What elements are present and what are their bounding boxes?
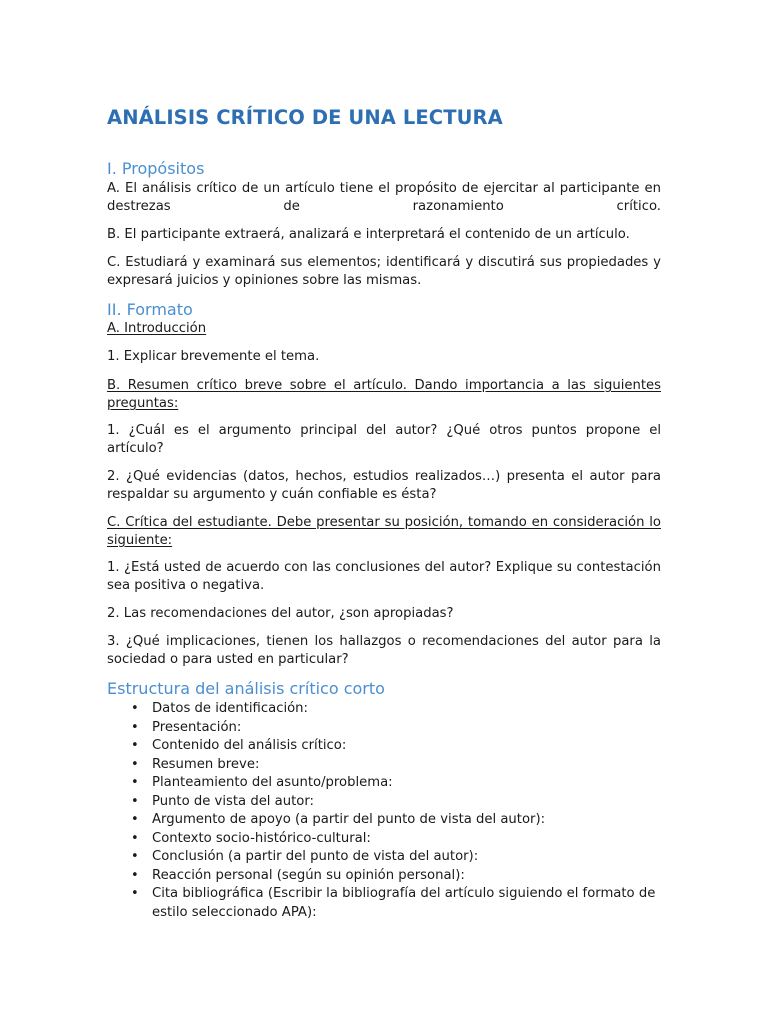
bullet-icon: • (131, 775, 139, 790)
bullet-icon: • (131, 867, 139, 883)
list-item-text: Planteamiento del asunto/problema: (152, 775, 393, 790)
list-item (107, 811, 661, 830)
list-item-text: Punto de vista del autor: (152, 793, 314, 809)
list-item-text: Conclusión (a partir del punto de vista del autor): (152, 849, 479, 864)
bullet-icon: • (131, 756, 139, 772)
paragraph-resumen-1: 1. ¿Cuál es el argumento principal del autor? ¿Qué otros puntos propone el artículo? (107, 423, 661, 456)
section-heading-estructura: Estructura del análisis crítico corto (107, 679, 385, 698)
bullet-icon: • (131, 849, 139, 864)
bullet-icon: • (131, 812, 139, 827)
subheading-critica-estudiante: C. Crítica del estudiante. Debe presentar su posición, tomando en consideración lo siguiente: (107, 515, 661, 548)
list-item-text: Argumento de apoyo (a partir del punto de vista del autor): (152, 812, 546, 827)
paragraph-introduccion-1: 1. Explicar brevemente el tema. (107, 349, 320, 364)
bullet-icon: • (131, 793, 139, 809)
section-heading-propositos: I. Propósitos (107, 159, 205, 178)
paragraph-proposito-a: A. El análisis crítico de un artículo tiene el propósito de ejercitar al participante en destrezas de razonamiento crítico. (107, 181, 661, 214)
list-item (107, 737, 661, 756)
list-item (107, 848, 661, 867)
list-item-text: Presentación: (152, 719, 242, 735)
list-item-text: Cita bibliográfica (Escribir la bibliografía del artículo siguiendo el formato de estilo seleccionado APA): (152, 886, 656, 920)
paragraph-proposito-c: C. Estudiará y examinará sus elementos; identificará y discutirá sus propiedades y expresará juicios y opiniones sobre las mismas. (107, 255, 661, 288)
list-item (107, 719, 661, 738)
paragraph-resumen-2: 2. ¿Qué evidencias (datos, hechos, estudios realizados…) presenta el autor para respaldar su argumento y cuán confiable es ésta? (107, 469, 661, 502)
paragraph-critica-3: 3. ¿Qué implicaciones, tienen los hallazgos o recomendaciones del autor para la sociedad o para usted en particular? (107, 634, 661, 667)
bullet-icon: • (131, 719, 139, 735)
bullet-icon: • (131, 738, 139, 753)
list-item (107, 867, 661, 886)
list-item-text: Reacción personal (según su opinión personal): (152, 867, 465, 883)
subheading-introduccion: A. Introducción (107, 321, 207, 336)
document-title: ANÁLISIS CRÍTICO DE UNA LECTURA (107, 106, 503, 129)
list-item-text: Contexto socio-histórico-cultural: (152, 830, 371, 846)
list-item (107, 756, 661, 775)
structure-bullet-list (107, 700, 661, 922)
list-item-text: Datos de identificación: (152, 701, 308, 716)
list-item-text: Resumen breve: (152, 756, 260, 772)
list-item (107, 793, 661, 812)
list-item (107, 700, 661, 719)
paragraph-proposito-b: B. El participante extraerá, analizará e interpretará el contenido de un artículo. (107, 227, 630, 242)
bullet-icon: • (131, 886, 139, 901)
list-item (107, 885, 661, 922)
bullet-icon: • (131, 830, 139, 846)
paragraph-critica-2: 2. Las recomendaciones del autor, ¿son apropiadas? (107, 606, 454, 621)
section-heading-formato: II. Formato (107, 300, 193, 319)
list-item (107, 774, 661, 793)
subheading-resumen-critico: B. Resumen crítico breve sobre el artículo. Dando importancia a las siguientes preguntas: (107, 378, 661, 411)
bullet-icon: • (131, 701, 139, 716)
paragraph-critica-1: 1. ¿Está usted de acuerdo con las conclusiones del autor? Explique su contestación sea positiva o negativa. (107, 560, 661, 593)
list-item (107, 830, 661, 849)
list-item-text: Contenido del análisis crítico: (152, 738, 347, 753)
